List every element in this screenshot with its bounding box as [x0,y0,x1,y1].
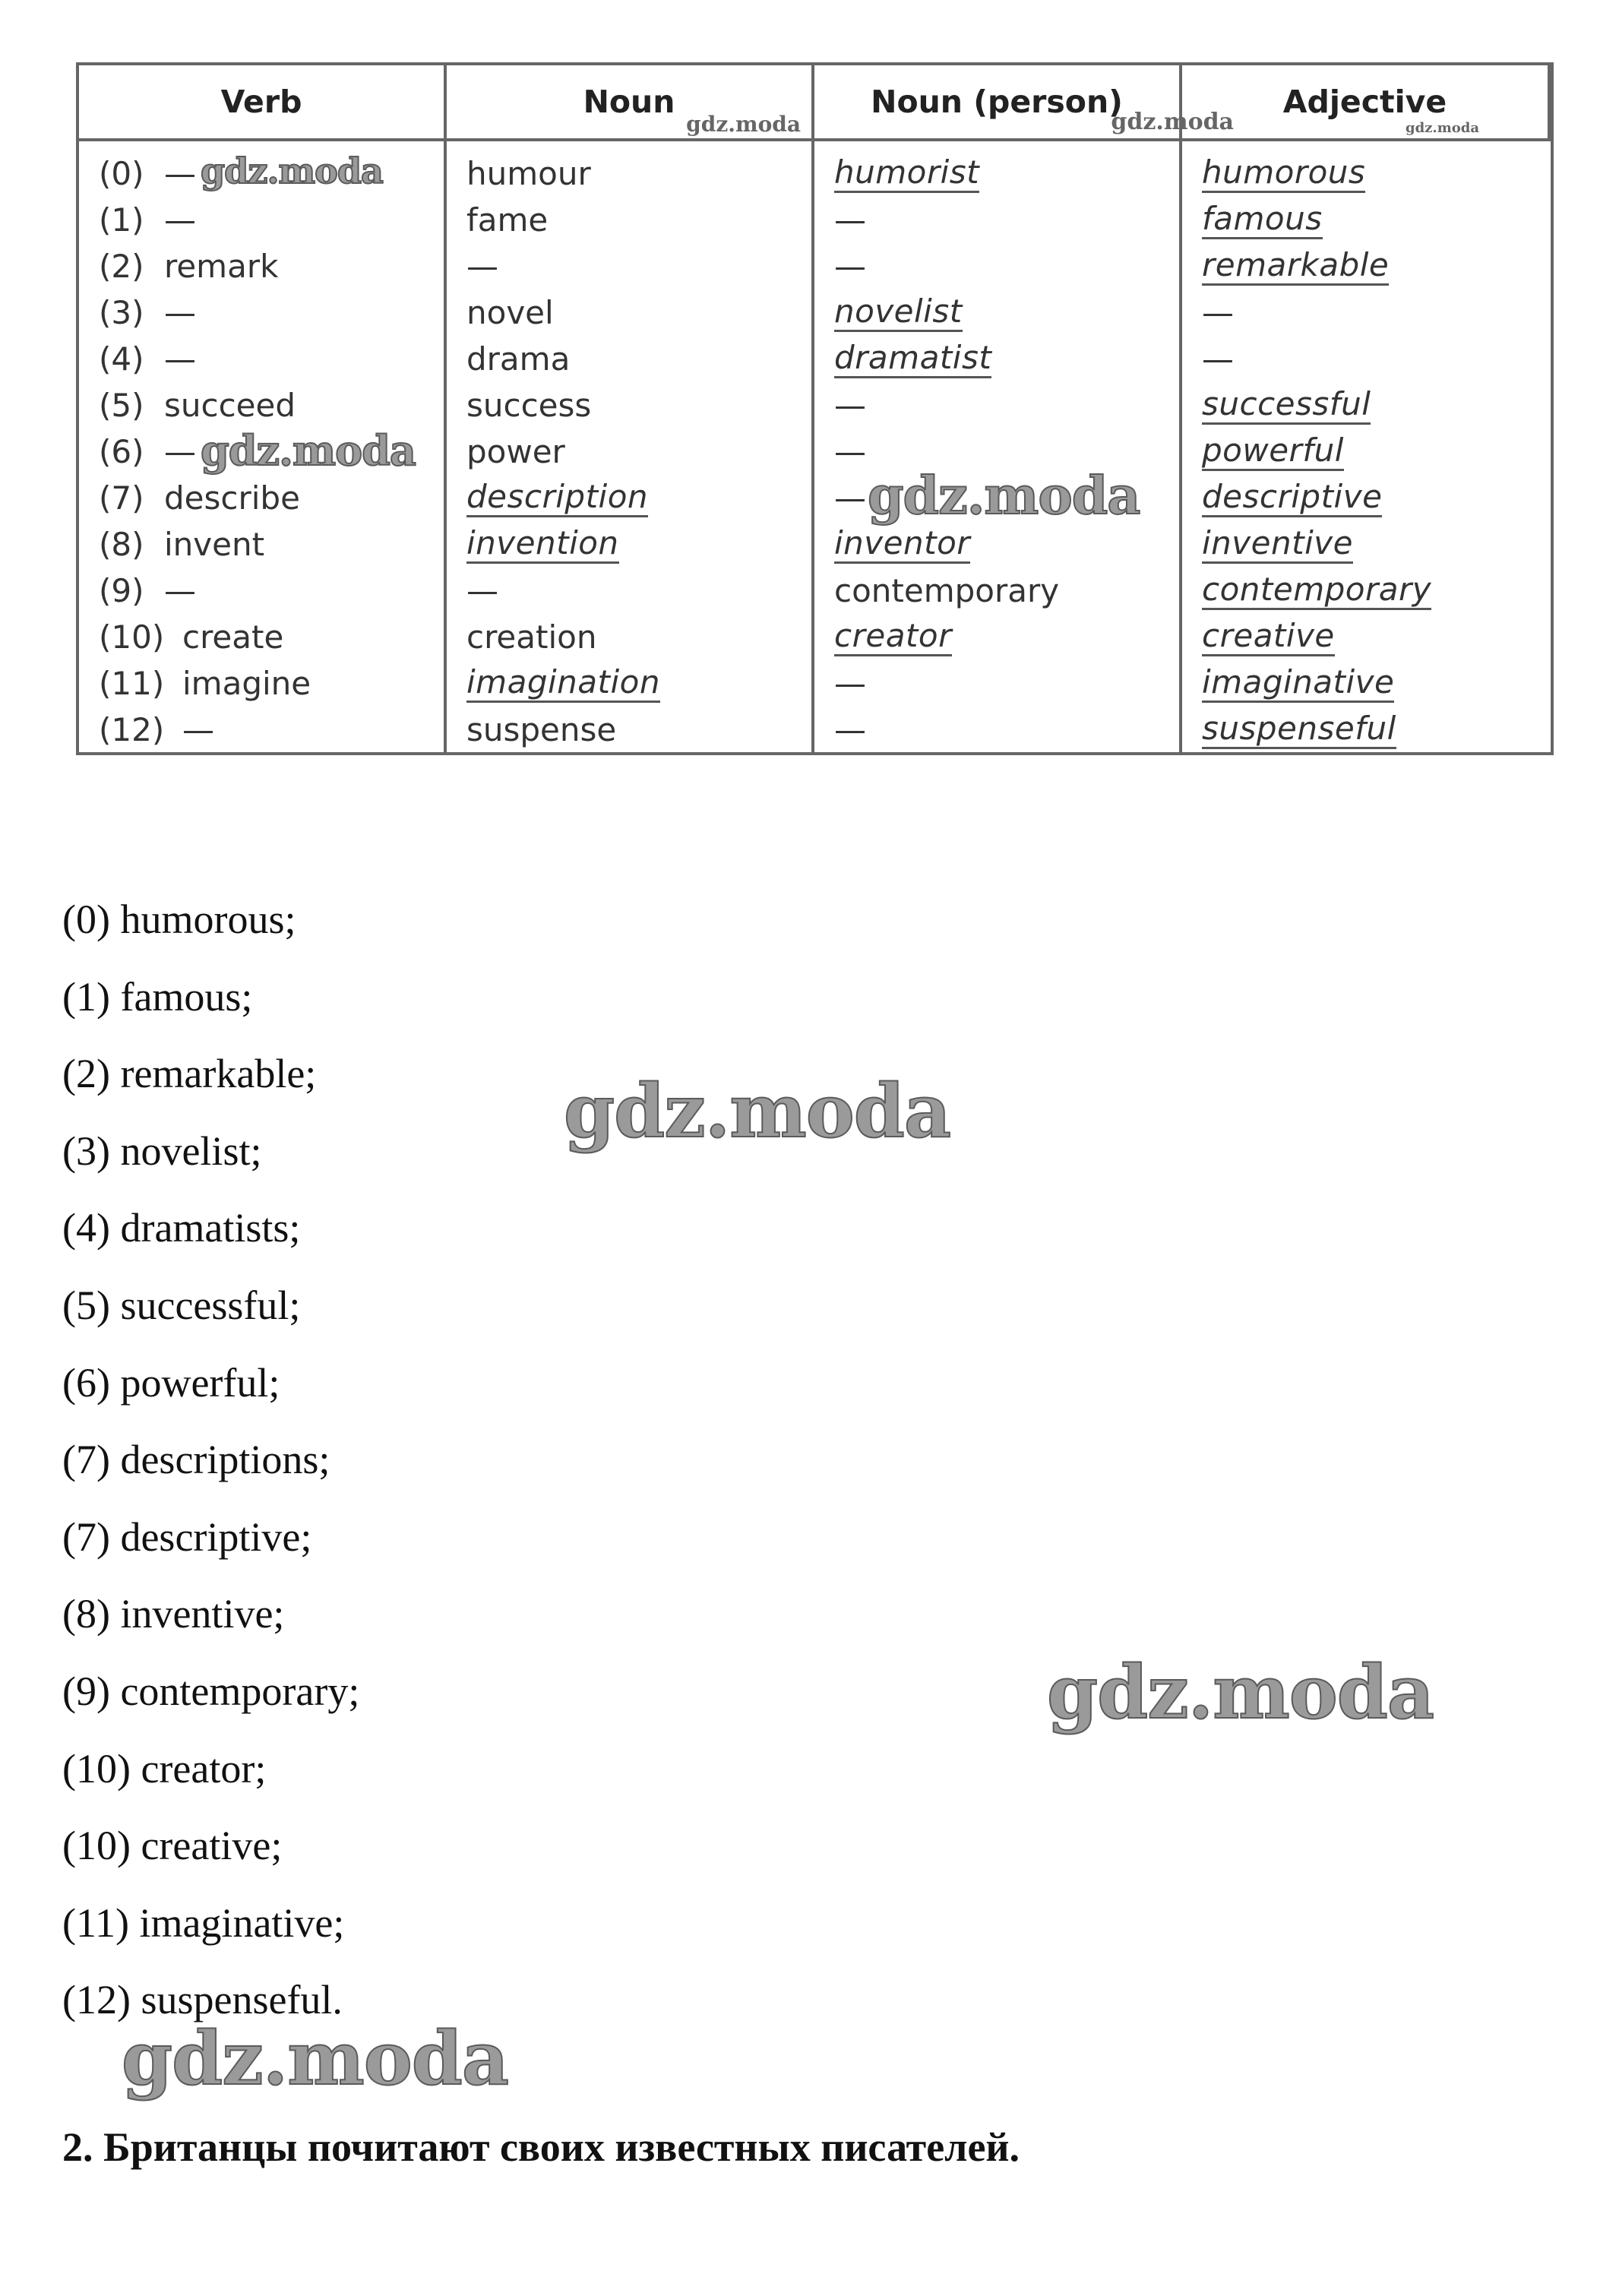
column-adjective [1182,141,1551,753]
table-cell: — [834,248,866,285]
table-cell: novel [466,294,554,331]
table-row: (5) succeed [99,387,296,424]
list-item: (4) dramatists; [62,1205,301,1251]
table-row: (9) — [99,572,196,609]
table-cell: — [466,572,498,609]
table-cell: novelist [814,289,1179,336]
table-cell: inventive [1182,521,1551,568]
table-cell: contemporary [1182,568,1551,614]
table-row: (3) — [99,294,196,331]
column-verb [79,141,447,753]
watermark: gdz.moda [201,426,416,475]
list-item: (9) contemporary; [62,1668,360,1714]
table-row: (12) — [99,711,214,748]
table-row: (2) remark [99,248,279,285]
list-item: (12) suspenseful. [62,1977,343,2023]
table-cell: dramatist [814,336,1179,382]
table-cell: — [466,248,498,285]
table-cell: humorist [814,150,1179,197]
table-cell: — gdz.moda [834,466,1140,527]
table-cell: — [1202,340,1234,378]
table-row: (0) — gdz.moda [99,150,383,192]
table-cell: remarkable [1182,243,1551,289]
list-item: (3) novelist; [62,1127,262,1174]
table-cell: descriptive [1182,475,1551,521]
table-cell: — [834,387,866,424]
table-cell: inventor [814,521,1179,568]
table-row: (10) create [99,618,284,656]
table-cell: drama [466,340,571,378]
list-item: (6) powerful; [62,1359,280,1406]
section-heading: 2. Британцы почитают своих известных писателей. [62,2124,1020,2170]
watermark: gdz.moda [1406,120,1479,136]
header-verb: Verb [79,65,447,141]
list-item: (7) descriptive; [62,1513,312,1560]
watermark: gdz.moda [1047,1649,1434,1735]
answer-list [62,897,359,2054]
watermark: gdz.moda [122,2016,509,2102]
table-row: (6) — gdz.moda [99,426,416,475]
table-cell: powerful [1182,429,1551,475]
table-cell: fame [466,201,549,239]
table-cell: successful [1182,382,1551,429]
table-cell: — [834,665,866,702]
table-cell: humour [466,155,591,192]
table-cell: imaginative [1182,660,1551,707]
watermark: gdz.moda [564,1068,951,1154]
header-noun-person: Noun (person) gdz.moda [814,65,1182,141]
table-cell: success [466,387,592,424]
list-item: (10) creative; [62,1823,283,1869]
table-row: (8) invent [99,526,265,563]
table-cell: contemporary [834,572,1060,609]
table-cell: famous [1182,197,1551,243]
table-cell: suspenseful [1182,707,1551,753]
column-noun [447,141,814,753]
watermark: gdz.moda [201,150,383,191]
table-cell: — [834,201,866,239]
header-adjective: Adjective gdz.moda [1182,65,1551,141]
table-cell: suspense [466,711,617,748]
list-item: (10) creator; [62,1745,267,1792]
table-cell: creator [814,614,1179,660]
list-item: (7) descriptions; [62,1437,330,1483]
header-noun: Noun gdz.moda [447,65,814,141]
table-cell: — [1202,294,1234,331]
column-noun-person [814,141,1182,753]
table-cell: creation [466,618,597,656]
table-cell: imagination [447,660,811,707]
table-cell: humorous [1182,150,1551,197]
watermark: gdz.moda [686,112,801,137]
table-cell: creative [1182,614,1551,660]
word-formation-table [76,62,1554,755]
table-cell: — [834,711,866,748]
table-cell: description [447,475,811,521]
watermark: gdz.moda [868,466,1140,527]
list-item: (2) remarkable; [62,1051,317,1097]
list-item: (1) famous; [62,973,253,1020]
table-cell: — [834,433,866,470]
table-row: (1) — [99,201,196,239]
watermark: gdz.moda [1111,109,1234,135]
table-cell: power [466,433,565,470]
list-item: (0) humorous; [62,897,296,942]
list-item: (11) imaginative; [62,1899,345,1946]
table-cell: invention [447,521,811,568]
table-row: (7) describe [99,479,300,517]
table-row: (4) — [99,340,196,378]
list-item: (5) successful; [62,1282,301,1328]
table-row: (11) imagine [99,665,311,702]
list-item: (8) inventive; [62,1591,285,1637]
